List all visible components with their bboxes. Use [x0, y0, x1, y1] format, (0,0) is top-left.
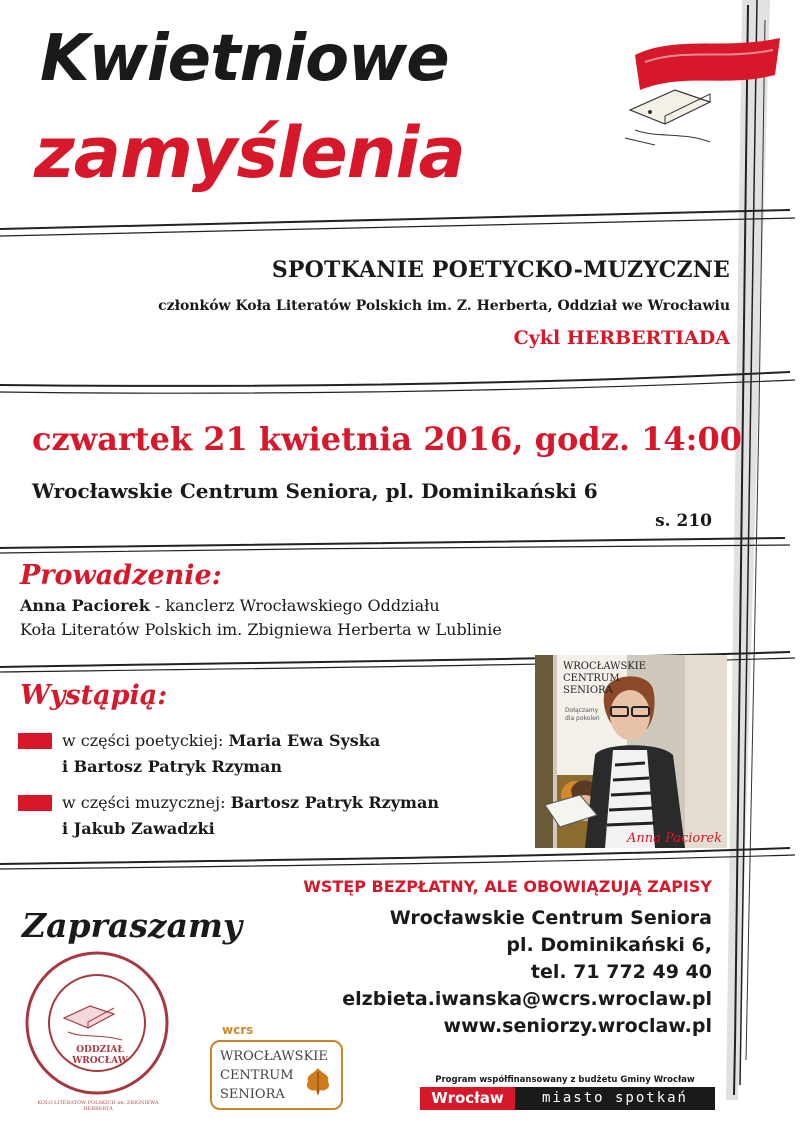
- club-stamp: [22, 948, 172, 1098]
- contact-email[interactable]: elzbieta.iwanska@wcrs.wroclaw.pl: [342, 988, 712, 1010]
- banner-subtitle: [565, 707, 600, 723]
- entry-notice: WSTĘP BEZPŁATNY, ALE OBOWIĄZUJĄ ZAPISY: [303, 877, 712, 896]
- photo-caption: Anna Paciorek: [627, 831, 722, 846]
- music-label: w części muzycznej:: [62, 793, 231, 812]
- bullet-marker: [18, 795, 52, 811]
- host-role-part1: - kanclerz Wrocławskiego Oddziału: [149, 596, 440, 615]
- poetry-performers: [62, 728, 380, 780]
- banner-sub2: dla pokoleń: [565, 715, 600, 722]
- funding-note: Program współfinansowany z budżetu Gminy Wrocław: [435, 1075, 695, 1085]
- poster-title-line2: zamyślenia: [34, 112, 465, 194]
- stamp-center-line1: ODDZIAŁ: [76, 1045, 124, 1055]
- poster-title-line1: Kwietniowe: [40, 22, 449, 96]
- contact-org: Wrocławskie Centrum Seniora: [389, 907, 712, 929]
- banner-line1: WROCŁAWSKIE: [563, 661, 647, 672]
- contact-website[interactable]: www.seniorzy.wroclaw.pl: [443, 1015, 712, 1037]
- miasto-spotkan-brand: miasto spotkań: [515, 1087, 715, 1110]
- contact-address: pl. Dominikański 6,: [506, 934, 712, 956]
- event-room: s. 210: [655, 511, 712, 531]
- music-performers: [62, 790, 439, 842]
- event-type: SPOTKANIE POETYCKO-MUZYCZNE: [271, 257, 730, 283]
- wcs-logo-line3: SENIORA: [220, 1087, 285, 1102]
- host-photo: [535, 655, 727, 848]
- wcrs-logo: wcrs: [222, 1023, 254, 1037]
- contact-phone: tel. 71 772 49 40: [530, 961, 712, 983]
- wcs-logo-box: [210, 1040, 343, 1110]
- music-names1: Bartosz Patryk Rzyman: [230, 793, 439, 812]
- invite-text: Zapraszamy: [22, 906, 243, 945]
- event-members: członków Koła Literatów Polskich im. Z. Herberta, Oddział we Wrocławiu: [158, 298, 730, 314]
- wcs-logo-line2: CENTRUM: [220, 1068, 294, 1083]
- stamp-center: [62, 1045, 138, 1067]
- stamp-ring-text: KOŁO LITERATÓW POLSKICH im. ZBIGNIEWA HERBERTA: [37, 1100, 159, 1112]
- ribbon-book-illustration: [615, 20, 785, 155]
- event-venue: Wrocławskie Centrum Seniora, pl. Dominikański 6: [32, 479, 598, 503]
- poetry-label: w części poetyckiej:: [62, 731, 229, 750]
- leaf-icon: [302, 1066, 334, 1098]
- wcs-logo-line1: WROCŁAWSKIE: [220, 1049, 328, 1064]
- banner-line3: SENIORA: [563, 685, 613, 696]
- performers-heading: Wystąpią:: [20, 680, 168, 711]
- event-cycle: Cykl HERBERTIADA: [513, 327, 730, 349]
- event-date: czwartek 21 kwietnia 2016, godz. 14:00: [32, 420, 742, 458]
- stamp-center-line2: WROCŁAW: [72, 1056, 128, 1066]
- poetry-names2: i Bartosz Patryk Rzyman: [62, 757, 283, 776]
- banner-line2: CENTRUM: [563, 673, 620, 684]
- wroclaw-brand: Wrocław: [420, 1087, 515, 1110]
- banner-title: [563, 661, 646, 697]
- host-name: Anna Paciorek: [20, 596, 150, 615]
- poetry-names1: Maria Ewa Syska: [228, 731, 381, 750]
- music-names2: i Jakub Zawadzki: [62, 819, 215, 838]
- host-line1: [20, 596, 440, 615]
- banner-sub1: Dołączamy: [565, 707, 599, 714]
- bullet-marker: [18, 733, 52, 749]
- host-heading: Prowadzenie:: [20, 560, 222, 591]
- host-role-part2: Koła Literatów Polskich im. Zbigniewa Herberta w Lublinie: [20, 620, 502, 639]
